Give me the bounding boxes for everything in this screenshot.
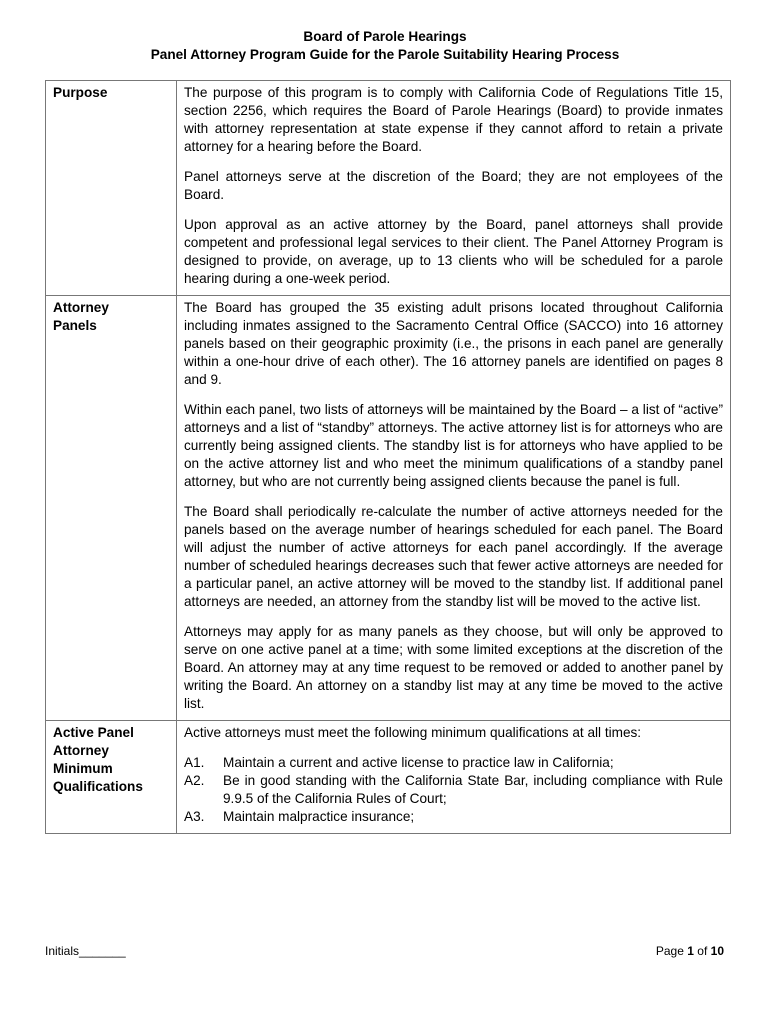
qualifications-list <box>184 754 723 826</box>
purpose-paragraph: The purpose of this program is to comply with California Code of Regulations Title 15, section 2256, which requires the Board of Parole Hearings (Board) to provide inmates with attorney representation at state expense if they cannot afford to retain a private attorney for a hearing before the Board. <box>184 85 723 154</box>
qualifications-intro: Active attorneys must meet the following minimum qualifications at all times: <box>184 725 642 740</box>
label-line: Attorney <box>53 300 109 315</box>
qualification-number: A2. <box>184 773 205 788</box>
qualification-number: A3. <box>184 809 205 824</box>
attorney-panels-content <box>177 296 731 721</box>
document-title: Board of Parole Hearings <box>303 29 467 44</box>
document-subtitle: Panel Attorney Program Guide for the Parole Suitability Hearing Process <box>150 47 620 62</box>
attorney-panels-label <box>46 296 177 721</box>
purpose-row <box>46 81 731 296</box>
qualification-text: Maintain a current and active license to practice law in California; <box>223 755 614 770</box>
qualification-item <box>184 772 723 808</box>
guide-table <box>45 80 731 834</box>
purpose-paragraph: Upon approval as an active attorney by the Board, panel attorneys shall provide competent and professional legal services to their client. The Panel Attorney Program is designed to provide, on average, up to 13 clients who will be scheduled for a parole hearing during a one-week period. <box>184 217 723 286</box>
purpose-paragraph: Panel attorneys serve at the discretion of the Board; they are not employees of the Board. <box>184 169 723 202</box>
qualification-text: Be in good standing with the California State Bar, including compliance with Rule 9.9.5 of the California Rules of Court; <box>223 773 723 806</box>
document-header <box>0 28 770 64</box>
qualification-item <box>184 808 723 826</box>
attorney-panels-row <box>46 296 731 721</box>
qualification-text: Maintain malpractice insurance; <box>223 809 415 824</box>
qualifications-label <box>46 721 177 834</box>
page-prefix: Page <box>655 944 684 958</box>
initials-field: Initials_______ <box>45 944 126 958</box>
panels-paragraph: Within each panel, two lists of attorneys will be maintained by the Board – a list of “active” attorneys and a list of “standby” attorneys. The active attorney list is for attorneys who are currently being assigned clients. The standby list is for attorneys who have applied to be on the active attorney list and who meet the minimum qualifications of a standby panel attorney, but who are not currently being assigned clients because the panel is full. <box>184 402 723 489</box>
panels-paragraph: Attorneys may apply for as many panels as they choose, but will only be approved to serve on one active panel at a time; with some limited exceptions at the discretion of the Board. An attorney may at any time request to be removed or added to another panel by writing the Board. An attorney on a standby list may at any time be moved to the active list. <box>184 624 723 711</box>
panels-paragraph: The Board shall periodically re-calculate the number of active attorneys needed for the panels based on the average number of hearings scheduled for each panel. The Board will adjust the number of active attorneys for each panel accordingly. If the average number of scheduled hearings decreases such that fewer active attorneys are needed for a particular panel, an active attorney will be moved to the standby list. If additional panel attorneys are needed, an attorney from the standby list will be moved to the active list. <box>184 504 723 609</box>
label-line: Attorney <box>53 743 109 758</box>
qualifications-content <box>177 721 731 834</box>
page-of: of <box>697 944 708 958</box>
label-line: Qualifications <box>53 779 143 794</box>
label-line: Panels <box>53 318 97 333</box>
page-total: 10 <box>710 944 724 958</box>
qualifications-row <box>46 721 731 834</box>
qualification-item <box>184 754 723 772</box>
purpose-label: Purpose <box>46 81 177 296</box>
page-current: 1 <box>687 944 694 958</box>
label-line: Minimum <box>53 761 113 776</box>
page-number <box>656 944 724 958</box>
qualification-number: A1. <box>184 755 205 770</box>
purpose-content <box>177 81 731 296</box>
label-line: Active Panel <box>53 725 134 740</box>
panels-paragraph: The Board has grouped the 35 existing adult prisons located throughout California including inmates assigned to the Sacramento Central Office (SACCO) into 16 attorney panels based on their geographic proximity (i.e., the prisons in each panel are generally within a one-hour drive of each other). The 16 attorney panels are identified on pages 8 and 9. <box>184 300 723 387</box>
